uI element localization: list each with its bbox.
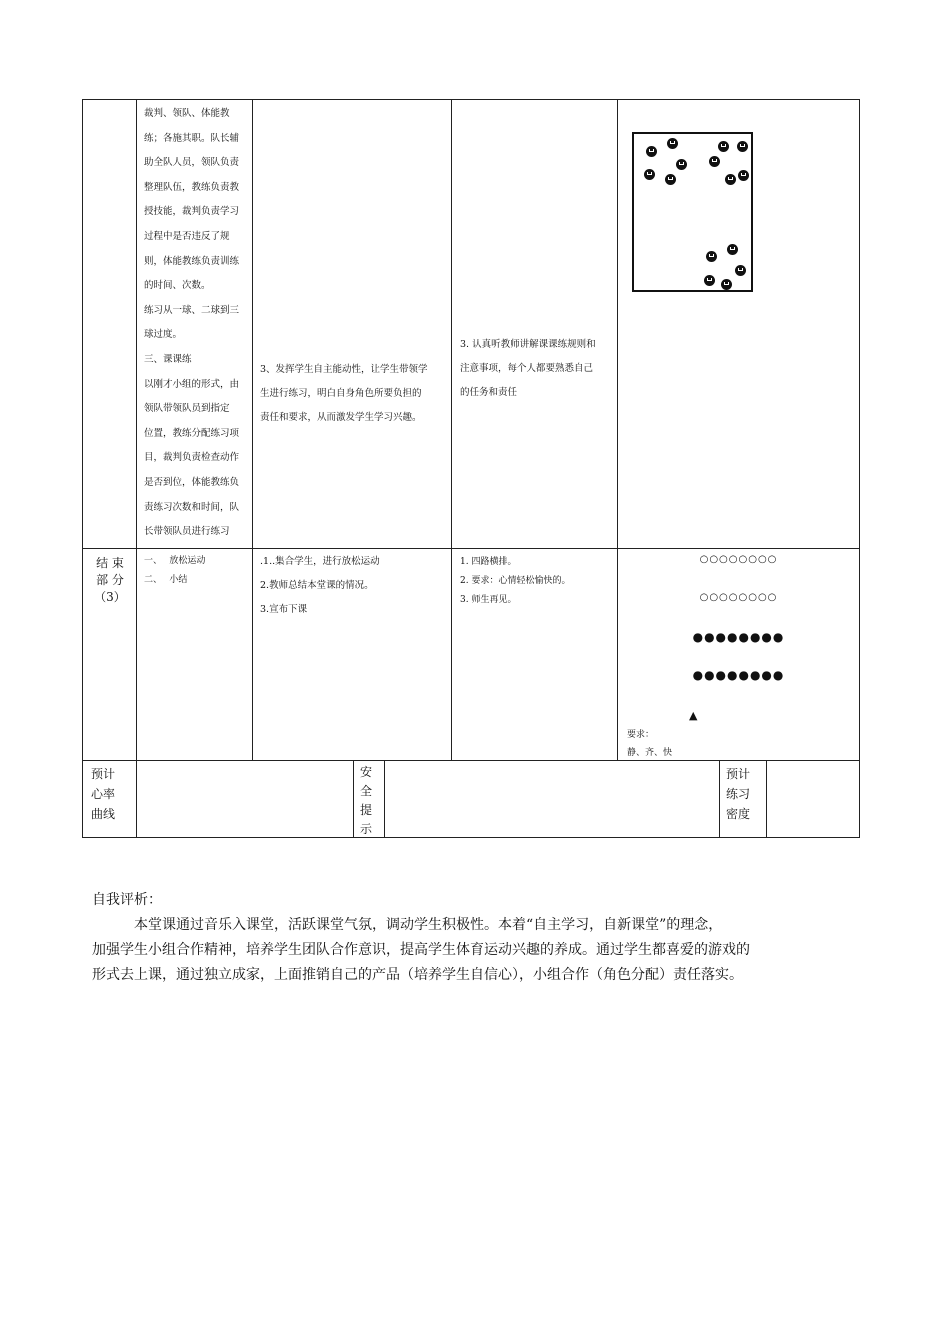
content-line: 以刚才小组的形式，由 (144, 378, 240, 390)
density-label-line: 预计 (726, 767, 751, 781)
content-line: 裁判、领队、体能教 (144, 108, 230, 119)
ball-icon (676, 159, 687, 170)
row-divider-2 (82, 760, 860, 761)
content-line: 二、 小结 (144, 575, 188, 585)
density-col-right (766, 760, 767, 838)
row1-content-cell (144, 102, 252, 545)
col-divider-3 (451, 99, 452, 761)
content-line: 三、课课练 (144, 353, 192, 365)
ball-icon (718, 141, 729, 152)
requirement-text: 静、齐、快 (627, 748, 673, 758)
content-line: 领队带领队员到指定 (144, 403, 230, 415)
student-line: 注意事项，每个人都要熟悉自己 (460, 363, 594, 374)
heart-rate-label (91, 764, 135, 824)
heart-rate-label-line: 心率 (91, 787, 116, 801)
safety-label-line: 全 (360, 784, 373, 798)
ball-icon (646, 146, 657, 157)
table-border-left (82, 99, 83, 838)
evaluation-line: 加强学生小组合作精神，培养学生团队合作意识，提高学生体育运动兴趣的养成。通过学生都喜爱的游戏的 (92, 942, 750, 958)
table-border-bottom (82, 837, 860, 838)
density-col-left (719, 760, 720, 838)
col-divider-1 (136, 99, 137, 838)
safety-label-line: 示 (360, 822, 373, 836)
content-line: 位置，教练分配练习项 (144, 427, 240, 439)
teacher-line: 3.宣布下课 (260, 604, 308, 615)
safety-label-line: 提 (360, 803, 373, 817)
table-border-right (859, 99, 860, 838)
student-line: 1. 四路横排。 (460, 557, 517, 567)
table-border-top (82, 99, 860, 100)
content-line: 是否到位，体能教练负 (144, 476, 240, 488)
safety-label (360, 763, 382, 839)
content-line: 助全队人员，领队负责 (144, 157, 240, 169)
requirement-label: 要求： (627, 730, 655, 740)
content-line: 授技能，裁判负责学习 (144, 206, 240, 218)
row1-student-cell (460, 333, 616, 405)
ball-icon (721, 279, 732, 290)
section-label-line: （3） (94, 590, 126, 604)
teacher-line: .1..集合学生，进行放松运动 (260, 556, 380, 567)
heart-rate-label-line: 曲线 (91, 807, 116, 821)
teacher-line: 3、发挥学生自主能动性，让学生带领学 (260, 364, 428, 375)
content-line: 一、 放松运动 (144, 556, 206, 566)
ball-icon (735, 265, 746, 276)
content-line: 责练习次数和时间，队 (144, 501, 240, 513)
student-line: 3. 认真听教师讲解课课练规则和 (460, 339, 596, 350)
teacher-marker-icon: ▲ (689, 709, 698, 722)
ball-icon (706, 251, 717, 262)
row2-student-cell (460, 553, 616, 610)
section-label-line: 部 分 (96, 573, 124, 587)
evaluation-line: 形式去上课，通过独立成家，上面推销自己的产品（培养学生自信心），小组合作（角色分配）责任落实。 (92, 967, 743, 983)
content-line: 练；各施其职。队长辅 (144, 132, 240, 144)
safety-col-left (353, 760, 354, 838)
heart-rate-label-line: 预计 (91, 767, 116, 781)
evaluation-title: 自我评析： (92, 892, 162, 908)
safety-label-line: 安 (360, 765, 373, 779)
ball-icon (704, 275, 715, 286)
student-line: 2. 要求：心情轻松愉快的。 (460, 576, 571, 586)
section-label-line: 结 束 (96, 556, 124, 570)
content-line: 则，体能教练负责训练 (144, 255, 240, 267)
density-label-line: 练习 (726, 787, 751, 801)
content-line: 目，裁判负责检查动作 (144, 452, 240, 464)
formation-diagram (618, 549, 859, 760)
content-line: 过程中是否违反了规 (144, 230, 230, 242)
ball-icon (667, 138, 678, 149)
student-formation-hollow-row: ○○○○○○○○ (699, 554, 778, 565)
ball-icon (665, 174, 676, 185)
student-line: 的任务和责任 (460, 387, 518, 398)
row1-teacher-cell (260, 358, 450, 430)
court-diagram (632, 132, 753, 292)
content-line: 整理队伍，教练负责教 (144, 181, 240, 193)
self-evaluation (92, 888, 862, 988)
teacher-line: 责任和要求，从而激发学生学习兴趣。 (260, 412, 422, 423)
ball-icon (727, 244, 738, 255)
density-label-line: 密度 (726, 807, 751, 821)
student-line: 3. 师生再见。 (460, 595, 517, 605)
row2-content-cell (144, 552, 252, 590)
ball-icon (709, 156, 720, 167)
teacher-line: 2.教师总结本堂课的情况。 (260, 580, 374, 591)
content-line: 练习从一球、二球到三 (144, 304, 240, 316)
density-label (726, 764, 766, 824)
content-line: 长带领队员进行练习 (144, 526, 230, 538)
row2-section-label (84, 555, 136, 606)
content-line: 的时间、次数。 (144, 280, 211, 292)
row2-teacher-cell (260, 550, 450, 622)
evaluation-line: 本堂课通过音乐入课堂，活跃课堂气氛，调动学生积极性。本着“自主学习，自新课堂”的理念， (92, 917, 723, 933)
student-formation-solid-row: ●●●●●●●● (692, 630, 785, 644)
student-formation-hollow-row: ○○○○○○○○ (699, 592, 778, 603)
ball-icon (738, 170, 749, 181)
ball-icon (737, 141, 748, 152)
content-line: 球过度。 (144, 329, 183, 341)
ball-icon (725, 174, 736, 185)
student-formation-solid-row: ●●●●●●●● (692, 668, 785, 682)
safety-col-right (384, 760, 385, 838)
teacher-line: 生进行练习，明白自身角色所要负担的 (260, 388, 422, 399)
ball-icon (644, 169, 655, 180)
col-divider-2 (252, 99, 253, 761)
